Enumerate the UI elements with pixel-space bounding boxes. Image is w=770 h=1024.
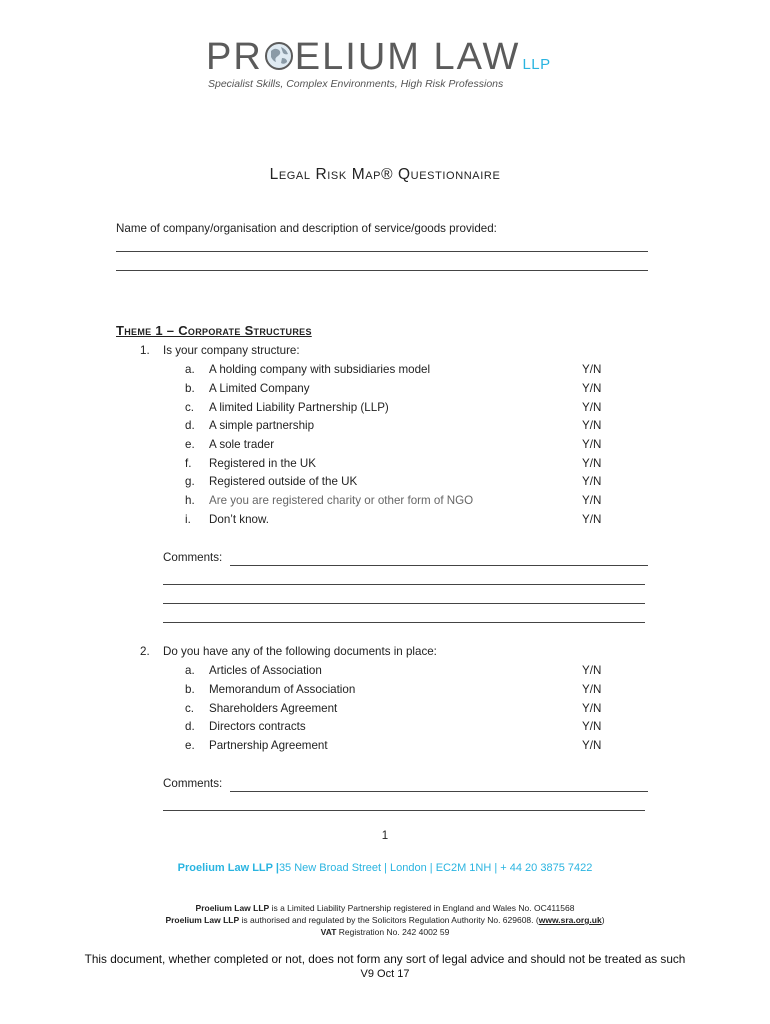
logo-wordmark [206,36,551,79]
yn-answer[interactable]: Y/N [582,401,602,414]
list-item: e. A sole trader Y/N [185,438,602,451]
question-number: 1. [140,344,150,357]
yn-answer[interactable]: Y/N [582,475,602,488]
comments-line[interactable] [230,791,648,792]
list-item: d. Directors contracts Y/N [185,720,602,733]
question-1 [0,344,770,362]
logo-text-start: PR [206,36,263,78]
theme-heading: Theme 1 – Corporate Structures [116,323,312,338]
yn-answer[interactable]: Y/N [582,363,602,376]
comments-label: Comments: [163,551,223,564]
company-name-line-1[interactable] [116,251,648,252]
list-item: a. A holding company with subsidiaries model Y/N [185,363,602,376]
firm-logo [206,36,566,94]
footer-address: 35 New Broad Street | London | EC2M 1NH | + 44 20 3875 7422 [278,862,593,874]
yn-answer[interactable]: Y/N [582,702,602,715]
list-item: g. Registered outside of the UK Y/N [185,475,602,488]
question-2 [0,645,770,663]
company-name-line-2[interactable] [116,270,648,271]
comments-line[interactable] [163,810,645,811]
company-name-label: Name of company/organisation and description of service/goods provided: [116,222,497,235]
yn-answer[interactable]: Y/N [582,438,602,451]
list-item: i. Don’t know. Y/N [185,513,602,526]
footer-firm-name: Proelium Law LLP [177,862,273,874]
logo-text-end: ELIUM LAW [294,36,521,78]
sra-link[interactable]: www.sra.org.uk [538,915,602,925]
globe-icon [264,41,294,71]
logo-tagline: Specialist Skills, Complex Environments, High Risk Professions [208,78,504,90]
footer-contact: Proelium Law LLP |35 New Broad Street | London | EC2M 1NH | + 44 20 3875 7422 [177,862,593,874]
legal-registration: Proelium Law LLP is a Limited Liability Partnership registered in England and Wales No. OC411568 [195,903,575,913]
question-text: Is your company structure: [163,344,300,357]
list-item: b. A Limited Company Y/N [185,382,602,395]
yn-answer[interactable]: Y/N [582,494,602,507]
comments-line[interactable] [163,603,645,604]
yn-answer[interactable]: Y/N [582,739,602,752]
list-item: f. Registered in the UK Y/N [185,457,602,470]
yn-answer[interactable]: Y/N [582,382,602,395]
yn-answer[interactable]: Y/N [582,457,602,470]
yn-answer[interactable]: Y/N [582,419,602,432]
comments-line[interactable] [163,622,645,623]
yn-answer[interactable]: Y/N [582,683,602,696]
list-item: b. Memorandum of Association Y/N [185,683,602,696]
logo-llp: LLP [522,56,551,73]
list-item: a. Articles of Association Y/N [185,664,602,677]
list-item: h. Are you are registered charity or other form of NGO Y/N [185,494,602,507]
yn-answer[interactable]: Y/N [582,664,602,677]
page-number: 1 [381,830,389,842]
legal-vat: VAT Registration No. 242 4002 59 [320,927,450,937]
question-text: Do you have any of the following documents in place: [163,645,437,658]
yn-answer[interactable]: Y/N [582,513,602,526]
list-item: c. Shareholders Agreement Y/N [185,702,602,715]
version-label: V9 Oct 17 [360,968,410,980]
comments-label: Comments: [163,777,223,790]
question-number: 2. [140,645,150,658]
list-item: e. Partnership Agreement Y/N [185,739,602,752]
disclaimer: This document, whether completed or not, does not form any sort of legal advice and should not be treated as such [84,952,686,966]
list-item: d. A simple partnership Y/N [185,419,602,432]
comments-line[interactable] [163,584,645,585]
comments-line[interactable] [230,565,648,566]
legal-regulation: Proelium Law LLP is authorised and regulated by the Solicitors Regulation Authority No. 629608. (www.sra.org.uk) [165,915,605,925]
page-title: Legal Risk Map® Questionnaire [269,166,501,183]
yn-answer[interactable]: Y/N [582,720,602,733]
list-item: c. A limited Liability Partnership (LLP) Y/N [185,401,602,414]
